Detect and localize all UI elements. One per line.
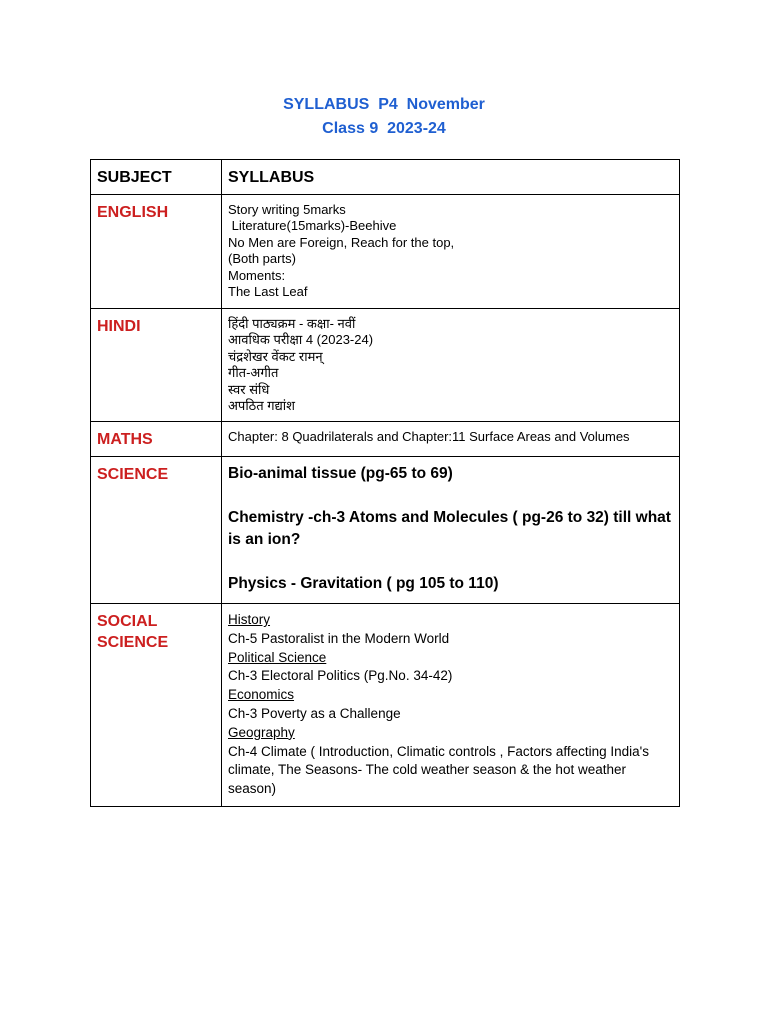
syllabus-social-science: [222, 604, 680, 807]
hindi-line: चंद्रशेखर वेंकट रामन्: [228, 348, 323, 364]
document-title: [0, 93, 768, 141]
title-line-1: SYLLABUS P4 November: [283, 96, 485, 113]
table-row: [91, 309, 680, 422]
table-row: [91, 604, 680, 807]
economics-heading: Economics: [228, 687, 295, 703]
syllabus-table: [90, 159, 680, 807]
syllabus-hindi: [222, 309, 680, 422]
english-line: Moments:: [228, 267, 286, 283]
english-line: Literature(15marks)-Beehive: [228, 218, 397, 234]
polsci-text: Ch-3 Electoral Politics (Pg.No. 34-42): [228, 668, 453, 684]
subject-maths: MATHS: [91, 422, 222, 457]
subject-science: SCIENCE: [91, 457, 222, 604]
syllabus-maths: [222, 422, 680, 457]
title-line-2: Class 9 2023-24: [322, 120, 446, 137]
english-line: The Last Leaf: [228, 284, 308, 300]
english-line: No Men are Foreign, Reach for the top,: [228, 234, 455, 250]
history-heading: History: [228, 612, 271, 627]
subject-social-science: SOCIAL SCIENCE: [91, 604, 222, 807]
economics-text: Ch-3 Poverty as a Challenge: [228, 705, 401, 721]
science-line: Bio-animal tissue (pg-65 to 69): [228, 465, 453, 482]
english-line: (Both parts): [228, 251, 296, 267]
hindi-line: गीत-अगीत: [228, 365, 279, 381]
hindi-line: अपठित गद्यांश: [228, 398, 295, 414]
maths-line: Chapter: 8 Quadrilaterals and Chapter:11 Surface Areas and Volumes: [228, 429, 630, 444]
polsci-heading: Political Science: [228, 649, 327, 665]
header-syllabus: SYLLABUS: [222, 160, 680, 195]
english-line: Story writing 5marks: [228, 202, 346, 217]
table-row: [91, 457, 680, 604]
science-line: Physics - Gravitation ( pg 105 to 110): [228, 575, 499, 592]
history-text: Ch-5 Pastoralist in the Modern World: [228, 630, 450, 646]
table-header-row: [91, 160, 680, 195]
geography-heading: Geography: [228, 724, 295, 740]
syllabus-english: [222, 195, 680, 309]
table-row: [91, 195, 680, 309]
syllabus-science: [222, 457, 680, 604]
hindi-line: स्वर संधि: [228, 381, 270, 397]
hindi-line: आवधिक परीक्षा 4 (2023-24): [228, 332, 374, 348]
subject-hindi: HINDI: [91, 309, 222, 422]
subject-english: ENGLISH: [91, 195, 222, 309]
header-subject: SUBJECT: [91, 160, 222, 195]
geography-text: Ch-4 Climate ( Introduction, Climatic controls , Factors affecting India's climate, The Seasons- The cold weather season & the hot weather season): [228, 743, 649, 797]
science-line: Chemistry -ch-3 Atoms and Molecules ( pg-26 to 32) till what is an ion?: [228, 509, 671, 548]
hindi-line: हिंदी पाठ्यक्रम - कक्षा- नवीं: [228, 316, 356, 331]
table-row: [91, 422, 680, 457]
